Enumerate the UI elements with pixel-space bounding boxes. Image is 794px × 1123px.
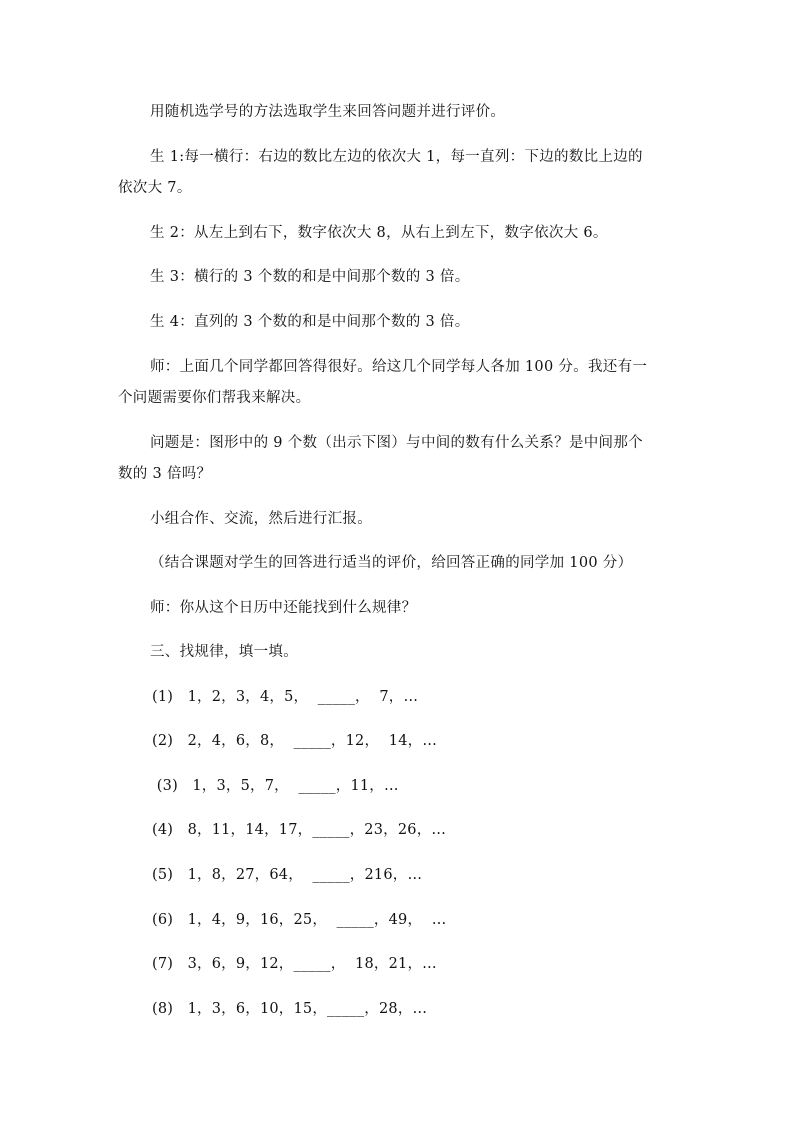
sequence-item-2: (2) 2，4，6，8， _____，12， 14，… xyxy=(152,733,438,749)
paragraph-random-selection: 用随机选学号的方法选取学生来回答问题并进行评价。 xyxy=(150,104,506,120)
paragraph-teacher1-line2: 个问题需要你们帮我来解决。 xyxy=(118,390,311,406)
sequence-item-6: (6) 1，4，9，16，25， _____，49， … xyxy=(152,912,447,928)
paragraph-student1-line1: 生 1:每一横行：右边的数比左边的依次大 1，每一直列：下边的数比上边的 xyxy=(150,149,643,165)
paragraph-student1-line2: 依次大 7。 xyxy=(118,180,192,196)
paragraph-question-line1: 问题是：图形中的 9 个数（出示下图）与中间的数有什么关系？是中间那个 xyxy=(150,435,643,451)
paragraph-teacher1-line1: 师：上面几个同学都回答得很好。给这几个同学每人各加 100 分。我还有一 xyxy=(150,359,648,375)
paragraph-question-line2: 数的 3 倍吗？ xyxy=(118,466,212,482)
paragraph-student4: 生 4：直列的 3 个数的和是中间那个数的 3 倍。 xyxy=(150,314,470,330)
sequence-item-7: (7) 3，6，9，12，_____， 18，21，… xyxy=(152,956,437,972)
sequence-item-4: (4) 8，11，14，17，_____，23，26，… xyxy=(152,822,447,838)
paragraph-teacher2: 师：你从这个日历中还能找到什么规律？ xyxy=(150,600,417,616)
sequence-item-8: (8) 1，3，6，10，15，_____，28，… xyxy=(152,1001,428,1017)
paragraph-student3: 生 3：横行的 3 个数的和是中间那个数的 3 倍。 xyxy=(150,269,470,285)
sequence-item-5: (5) 1，8，27，64， _____，216，… xyxy=(152,867,423,883)
paragraph-student2: 生 2：从左上到右下，数字依次大 8，从右上到左下，数字依次大 6。 xyxy=(150,225,608,241)
sequence-item-3: (3) 1，3，5，7， _____，11，… xyxy=(152,778,399,794)
paragraph-evaluation-note: （结合课题对学生的回答进行适当的评价，给回答正确的同学加 100 分） xyxy=(150,555,633,571)
sequence-item-1: (1) 1，2，3，4，5， _____， 7，… xyxy=(152,689,419,705)
paragraph-group-work: 小组合作、交流，然后进行汇报。 xyxy=(150,511,372,527)
section-title: 三、找规律，填一填。 xyxy=(150,644,298,660)
